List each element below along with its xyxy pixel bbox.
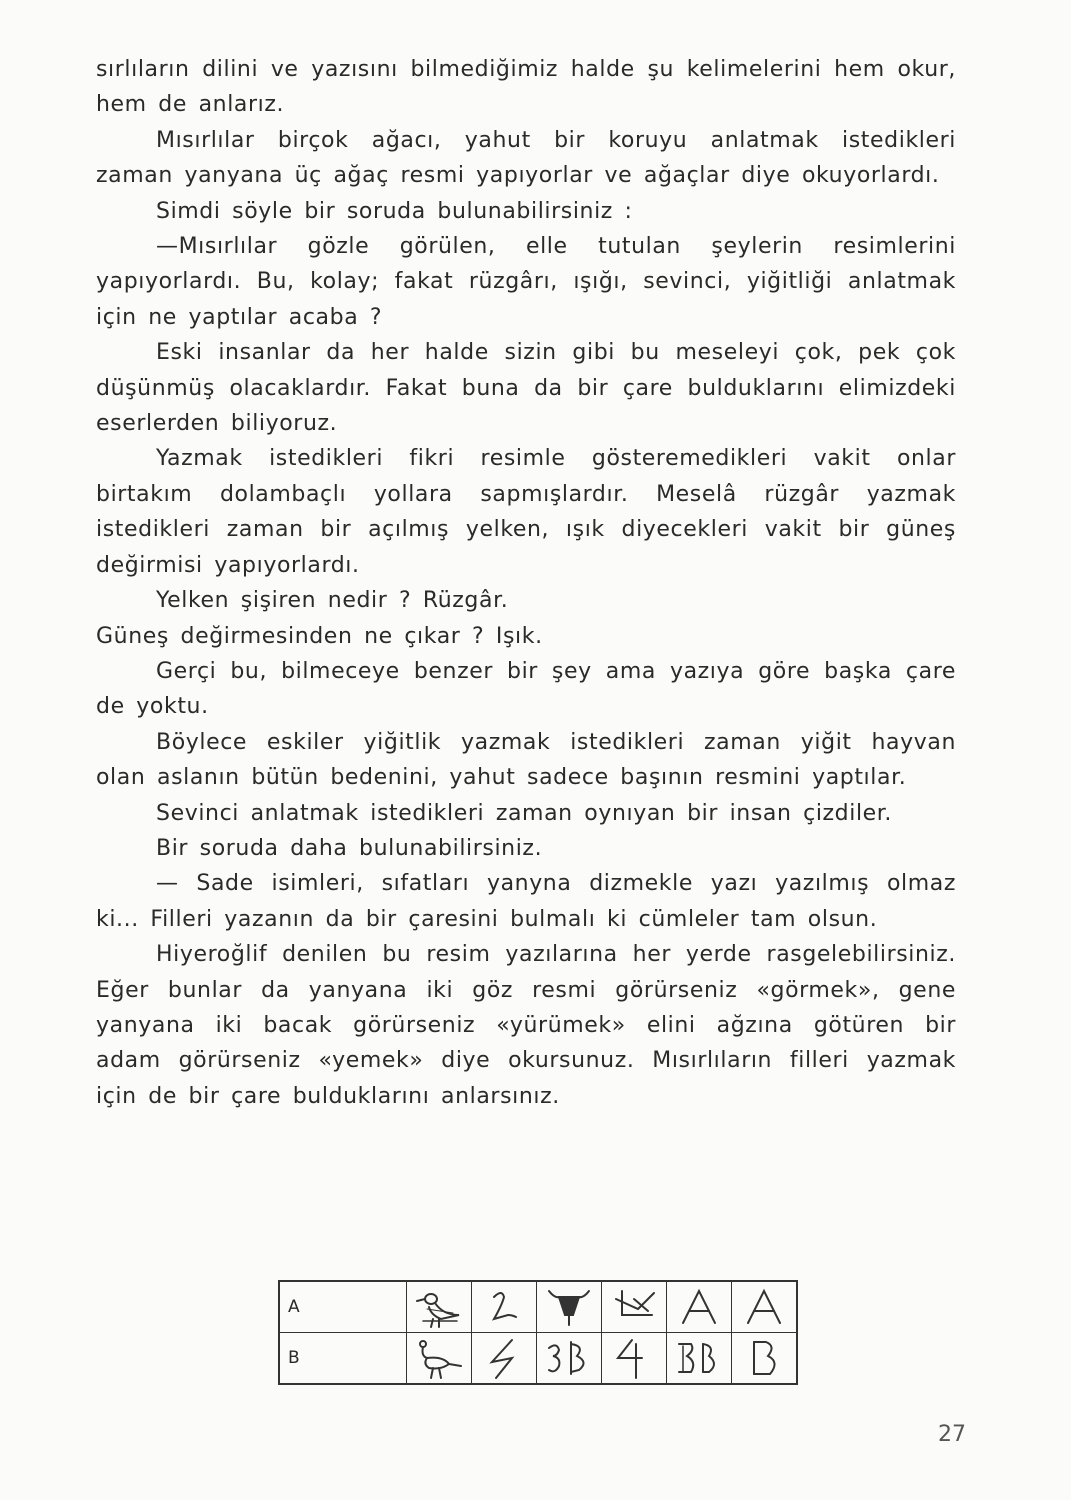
crane-hieroglyph-icon xyxy=(407,1333,472,1385)
hieratic-bird-icon xyxy=(472,1281,537,1333)
paragraph: Yazmak istedikleri fikri resimle gösteremedikleri vakit onlar birtakım dolambaçlı yollara sapmışlardır. Meselâ rüzgâr yazmak istedikleri zaman bir açılmış yelken, ışık diyecekleri vakit bir güneş değirmisi yapıyorlardı. xyxy=(96,446,956,578)
greek-beta-icon xyxy=(667,1333,732,1385)
paragraph: Yelken şişiren nedir ? Rüzgâr. xyxy=(156,588,509,614)
ox-head-alpha-icon xyxy=(537,1281,602,1333)
paragraph: —Mısırlılar gözle görülen, elle tutulan şeylerin resimlerini yapıyorlardı. Bu, kolay; fakat rüzgârı, ışığı, sevinci, yiğitliği anlatmak için ne yaptılar acaba ? xyxy=(96,234,956,330)
early-beta-icon xyxy=(537,1333,602,1385)
paragraph: Hiyeroğlif denilen bu resim yazılarına her yerde rasgelebilirsiniz. Eğer bunlar da yanyana iki göz resmi görürseniz «görmek», gene yanyana iki bacak görürseniz «yürümek» elini ağzına götüren bir adam görürseniz «yemek» diye okursunuz. Mısırlıların filleri yazmak için de bir çare bulduklarını anlarsınız. xyxy=(96,942,956,1109)
paragraph: sırlıların dilini ve yazısını bilmediğimiz halde şu kelimelerini hem okur, hem de anlarız. xyxy=(96,57,956,118)
paragraph: Böylece eskiler yiğitlik yazmak istedikleri zaman yiğit hayvan olan aslanın bütün bedenini, yahut sadece başının resmini yaptılar. xyxy=(96,729,956,791)
paragraph: Güneş değirmesinden ne çıkar ? Işık. xyxy=(96,623,543,649)
bird-hieroglyph-icon xyxy=(407,1281,472,1333)
body-text xyxy=(96,52,956,1114)
paragraph: Simdi söyle bir soruda bulunabilirsiniz : xyxy=(156,198,633,224)
row-label-b: B xyxy=(279,1333,407,1385)
page-number: 27 xyxy=(938,1422,966,1447)
paragraph: Bir soruda daha bulunabilirsiniz. xyxy=(156,835,543,861)
paragraph: Eski insanlar da her halde sizin gibi bu meseleyi çok, pek çok düşünmüş olacaklardır. Fakat buna da bir çare bulduklarını elimizdeki eserlerden biliyoruz. xyxy=(96,340,956,437)
latin-b-icon xyxy=(732,1333,798,1385)
paragraph: — Sade isimleri, sıfatları yanyna dizmekle yazı yazılmış olmaz ki... Filleri yazanın da bir çaresini bulmalı ki cümleler tam olsun. xyxy=(96,871,956,932)
row-label-a: A xyxy=(279,1281,407,1333)
table-row-b xyxy=(279,1333,797,1385)
alphabet-evolution-table xyxy=(278,1280,798,1385)
phoenician-beth-icon xyxy=(602,1333,667,1385)
paragraph: Sevinci anlatmak istedikleri zaman oynıyan bir insan çizdiler. xyxy=(156,800,893,826)
latin-a-icon xyxy=(732,1281,798,1333)
paragraph: Gerçi bu, bilmeceye benzer bir şey ama yazıya göre başka çare de yoktu. xyxy=(96,658,956,720)
paragraph: Mısırlılar birçok ağacı, yahut bir koruyu anlatmak istedikleri zaman yanyana üç ağaç resmi yapıyorlar ve ağaçlar diye okuyorlardı. xyxy=(96,127,956,189)
greek-alpha-icon xyxy=(667,1281,732,1333)
phoenician-aleph-icon xyxy=(602,1281,667,1333)
hieratic-crane-icon xyxy=(472,1333,537,1385)
table-row-a xyxy=(279,1281,797,1333)
